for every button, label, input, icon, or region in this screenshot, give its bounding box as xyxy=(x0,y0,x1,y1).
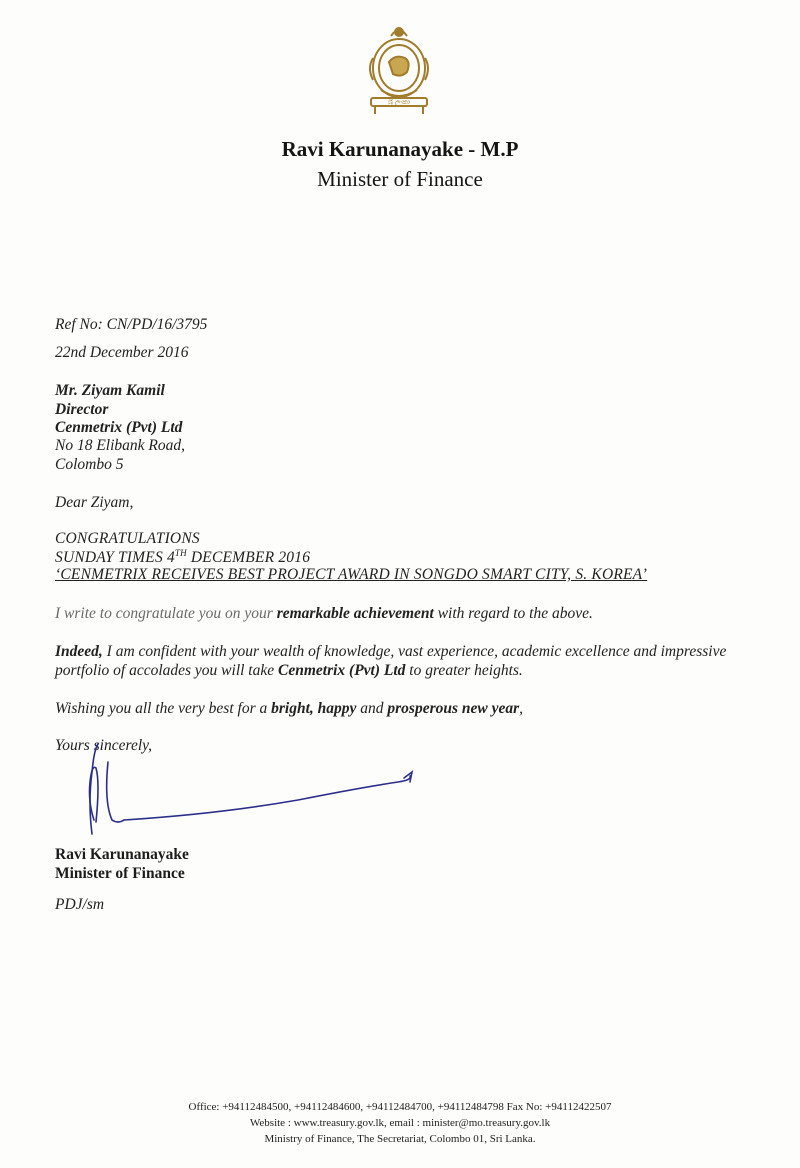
p2-text-c: Cenmetrix (Pvt) Ltd xyxy=(278,662,406,679)
subject-line2-tail: DECEMBER 2016 xyxy=(186,549,311,567)
signatory-title: Minister of Finance xyxy=(55,865,185,882)
reference-number: Ref No: CN/PD/16/3795 xyxy=(55,316,208,333)
subject-line2-sup: TH xyxy=(174,548,187,558)
p1-text-a: I write to congratulate you on your xyxy=(55,605,277,622)
letterhead-title: Minister of Finance xyxy=(317,167,483,191)
p1-text-c: with regard to the above. xyxy=(433,605,593,622)
handwritten-signature xyxy=(78,742,428,842)
p3-text-b: bright, happy xyxy=(271,700,357,717)
subject-line2 xyxy=(55,548,310,567)
letter-date: 22nd December 2016 xyxy=(55,344,189,361)
p2-text-b: I am confident with your wealth of knowledge, vast experience, academic excellence and impressive portfolio of accolades you will take xyxy=(55,643,727,679)
salutation: Dear Ziyam, xyxy=(55,494,134,511)
body-paragraph-1 xyxy=(55,604,745,623)
recipient-address-line2: Colombo 5 xyxy=(55,456,124,473)
emblem-text: ශ්‍රී ලංකා xyxy=(387,98,411,106)
footer-web: Website : www.treasury.gov.lk, email : minister@mo.treasury.gov.lk xyxy=(249,1117,551,1129)
subject-line3: ‘CENMETRIX RECEIVES BEST PROJECT AWARD IN SONGDO SMART CITY, S. KOREA’ xyxy=(55,566,648,583)
p3-text-a: Wishing you all the very best for a xyxy=(55,700,272,717)
subject-line2-main: SUNDAY TIMES 4 xyxy=(55,549,175,567)
body-paragraph-3 xyxy=(55,699,745,718)
signatory-name: Ravi Karunanayake xyxy=(55,846,189,863)
p3-text-d: prosperous new year xyxy=(387,700,520,717)
recipient-name: Mr. Ziyam Kamil xyxy=(55,382,165,399)
p3-text-c: and xyxy=(356,700,388,717)
initials: PDJ/sm xyxy=(55,896,105,913)
sri-lanka-emblem-icon xyxy=(361,22,437,118)
p2-text-d: to greater heights. xyxy=(405,662,523,679)
footer-address: Ministry of Finance, The Secretariat, Colombo 01, Sri Lanka. xyxy=(264,1133,536,1145)
letterhead-name: Ravi Karunanayake - M.P xyxy=(281,137,519,161)
p2-text-a: Indeed, xyxy=(55,643,103,660)
footer-contact: Office: +94112484500, +94112484600, +94112484700, +94112484798 Fax No: +94112422507 xyxy=(188,1101,612,1113)
recipient-company: Cenmetrix (Pvt) Ltd xyxy=(55,419,183,436)
closing: Yours sincerely, xyxy=(55,737,153,754)
subject-line1: CONGRATULATIONS xyxy=(55,530,200,547)
p1-text-b: remarkable achievement xyxy=(276,605,434,622)
body-paragraph-2 xyxy=(55,642,745,680)
p3-text-e: , xyxy=(519,700,524,717)
recipient-role: Director xyxy=(55,401,109,418)
recipient-address-line1: No 18 Elibank Road, xyxy=(55,437,186,454)
